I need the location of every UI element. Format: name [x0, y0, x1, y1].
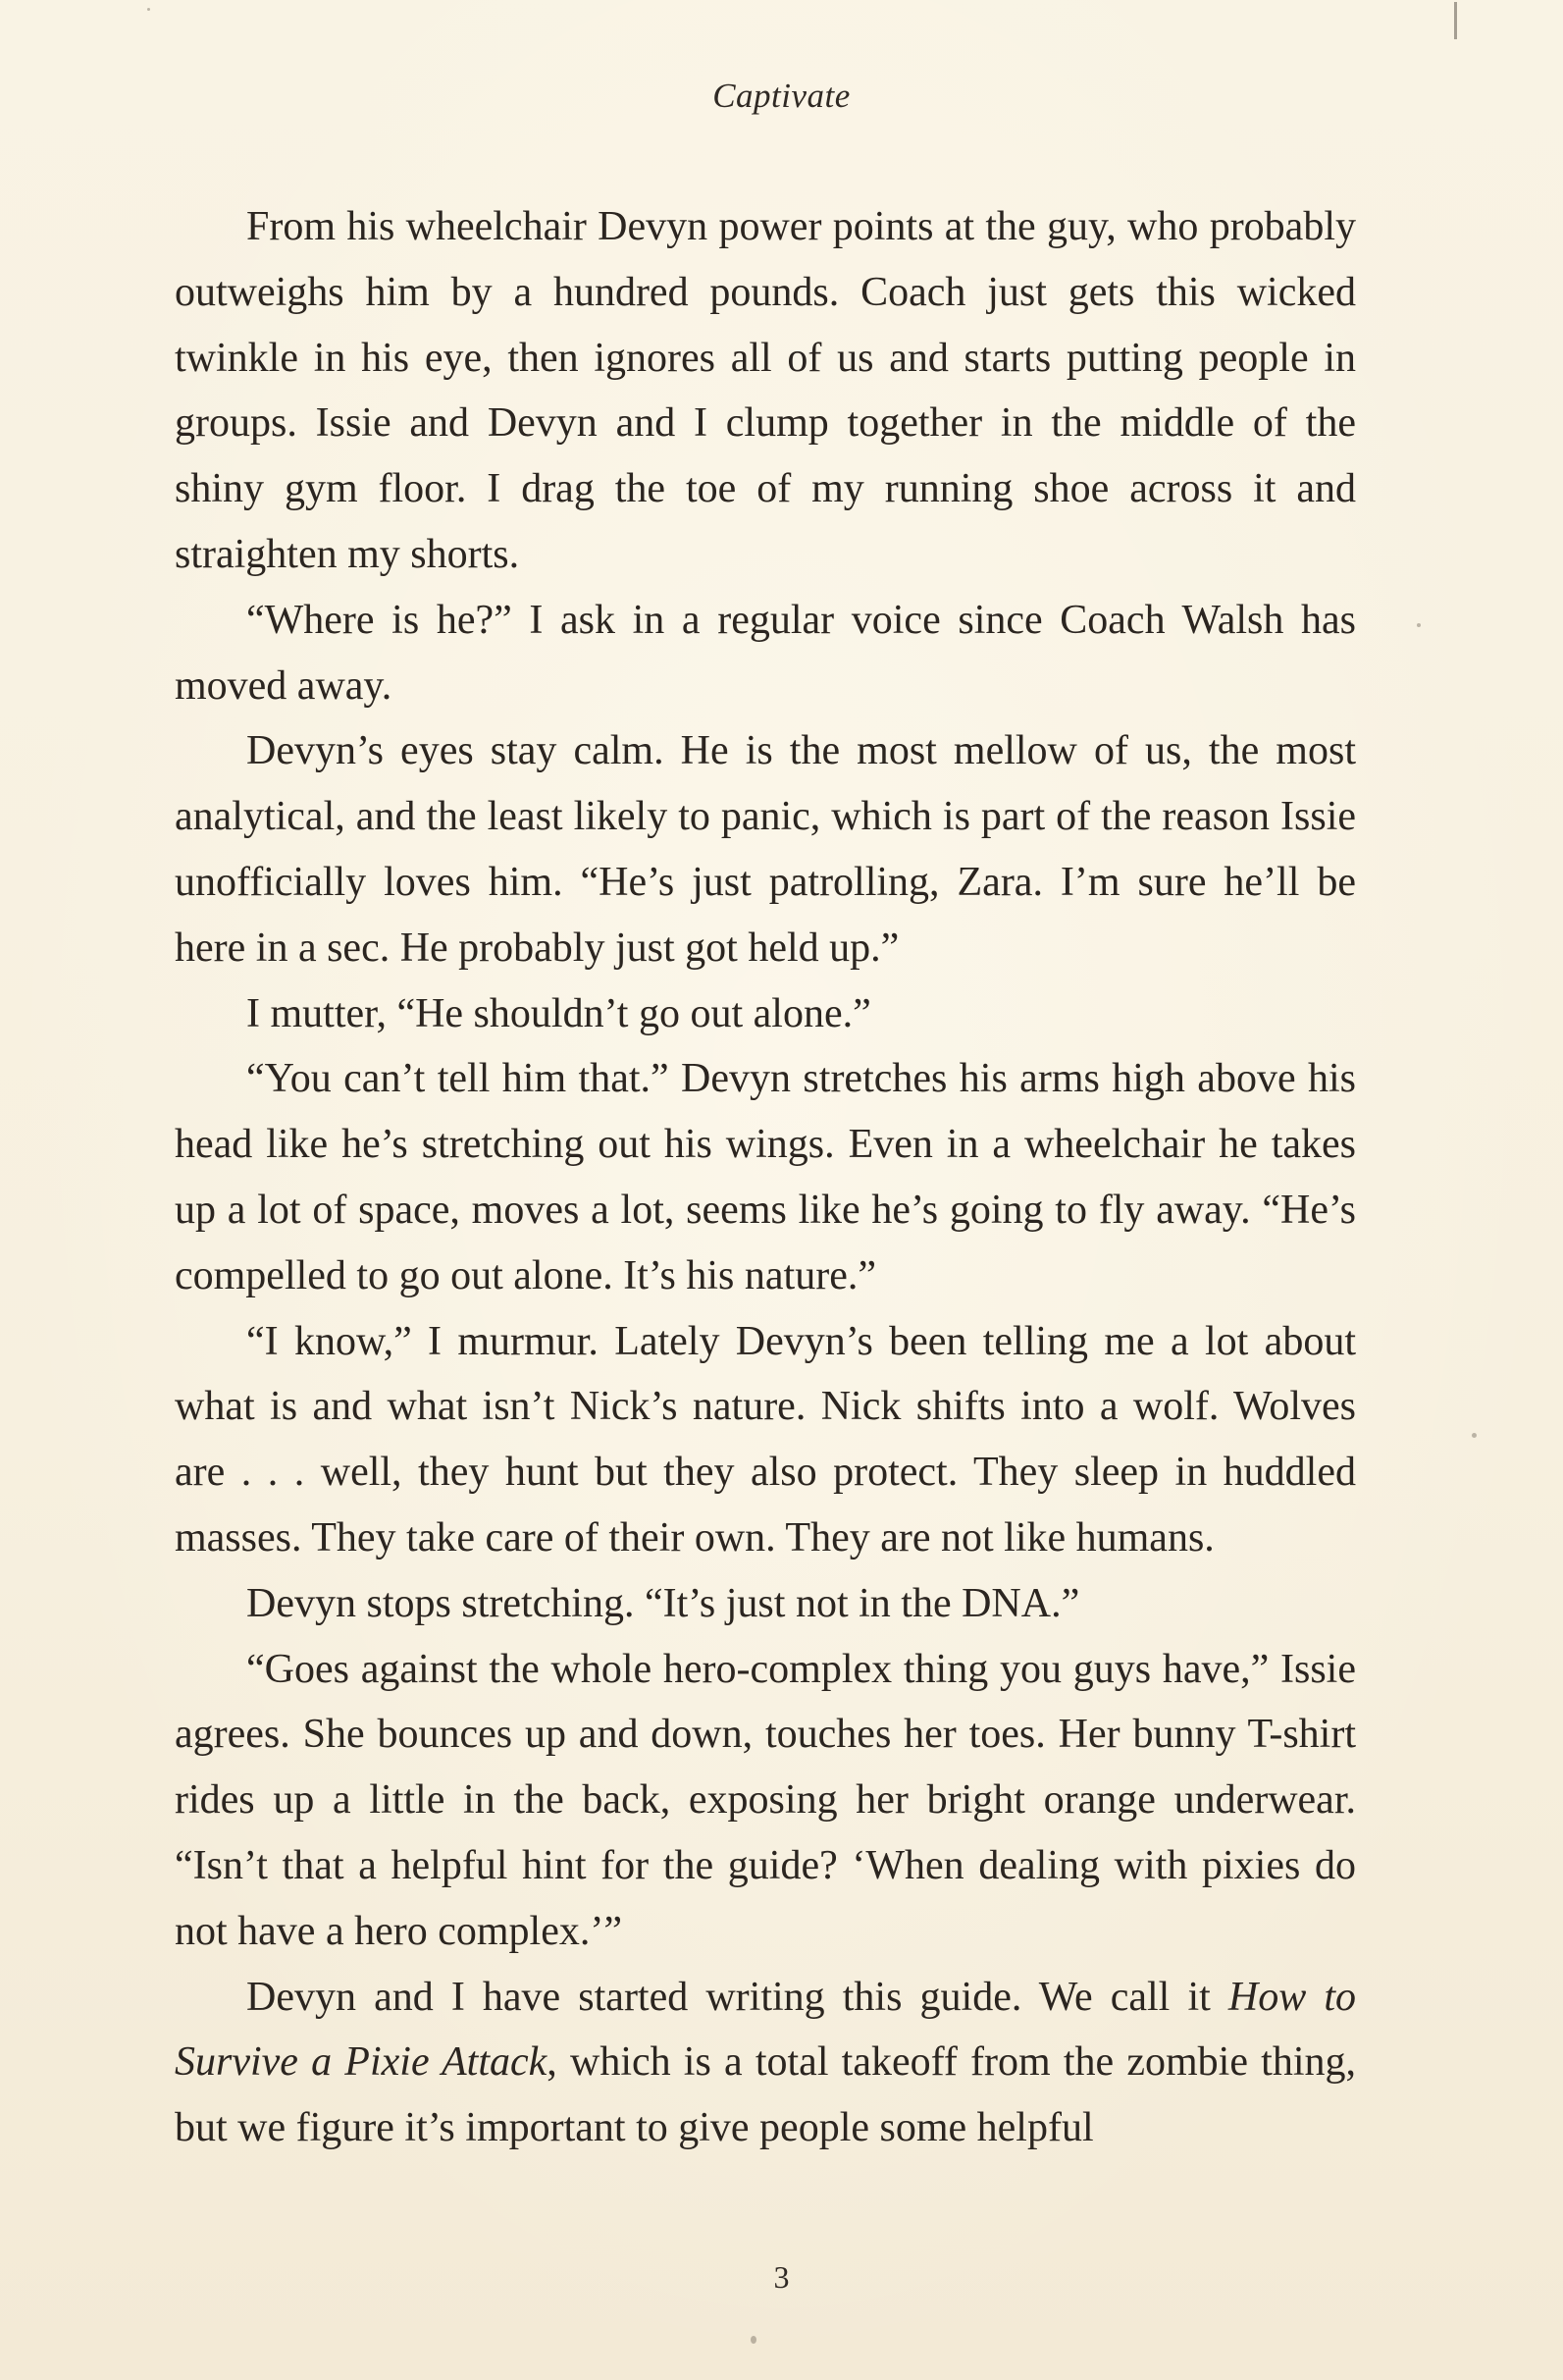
running-head: Captivate: [712, 77, 851, 115]
paragraph: [175, 1965, 1356, 2161]
paragraph: [175, 1309, 1356, 1571]
scan-speck: [751, 2336, 756, 2344]
paragraph-text: “Where is he?” I ask in a regular voice since Coach Walsh has moved away.: [175, 597, 1356, 709]
paragraph-text: , which is a total takeoff from the zombie thing, but we figure it’s important to give people some helpful: [175, 2039, 1356, 2151]
paragraph-text: From his wheelchair Devyn power points at the guy, who probably outweighs him by a hundred pounds. Coach just gets this wicked twinkle in his eye, then ignores all of us and starts putting people in groups. Issie and Devyn and I clump together in the middle of the shiny gym floor. I drag the toe of my running shoe across it and straighten my shorts.: [175, 204, 1356, 577]
scan-speck: [1472, 1433, 1477, 1438]
paragraph-text: Devyn and I have started writing this guide. We call it: [246, 1974, 1228, 2020]
paragraph: [175, 981, 1356, 1047]
book-title-italic: How to Survive a Pixie Attack: [175, 1974, 1357, 2086]
page-number: 3: [773, 2259, 790, 2295]
scan-speck: [147, 8, 150, 11]
paragraph: [175, 718, 1356, 980]
paragraph-text: Devyn stops stretching. “It’s just not in the DNA.”: [246, 1580, 1080, 1626]
paragraph: [175, 1046, 1356, 1308]
paragraph-text: I mutter, “He shouldn’t go out alone.”: [246, 990, 871, 1036]
paragraph: [175, 1571, 1356, 1637]
body-text: [175, 194, 1356, 2161]
paragraph-text: “You can’t tell him that.” Devyn stretches his arms high above his head like he’s stretching out his wings. Even in a wheelchair he takes up a lot of space, moves a lot, seems like he’s going to fly away. “He’s compelled to go out alone. It’s his nature.”: [175, 1056, 1356, 1298]
paragraph-text: “I know,” I murmur. Lately Devyn’s been telling me a lot about what is and what isn’t Nick’s nature. Nick shifts into a wolf. Wolves are . . . well, they hunt but they also protect. They sleep in huddled masses. They take care of their own. They are not like humans.: [175, 1318, 1356, 1560]
scan-speck: [1417, 623, 1421, 627]
paragraph-text: “Goes against the whole hero-complex thing you guys have,” Issie agrees. She bounces up and down, touches her toes. Her bunny T-shirt rides up a little in the back, exposing her bright orange underwear. “Isn’t that a helpful hint for the guide? ‘When dealing with pixies do not have a hero complex.’”: [175, 1646, 1356, 1954]
paragraph: [175, 194, 1356, 588]
paragraph-text: Devyn’s eyes stay calm. He is the most mellow of us, the most analytical, and the least likely to panic, which is part of the reason Issie unofficially loves him. “He’s just patrolling, Zara. I’m sure he’ll be here in a sec. He probably just got held up.”: [175, 728, 1356, 971]
paragraph: [175, 1637, 1356, 1965]
scan-mark: [1454, 2, 1457, 39]
paragraph: [175, 588, 1356, 719]
